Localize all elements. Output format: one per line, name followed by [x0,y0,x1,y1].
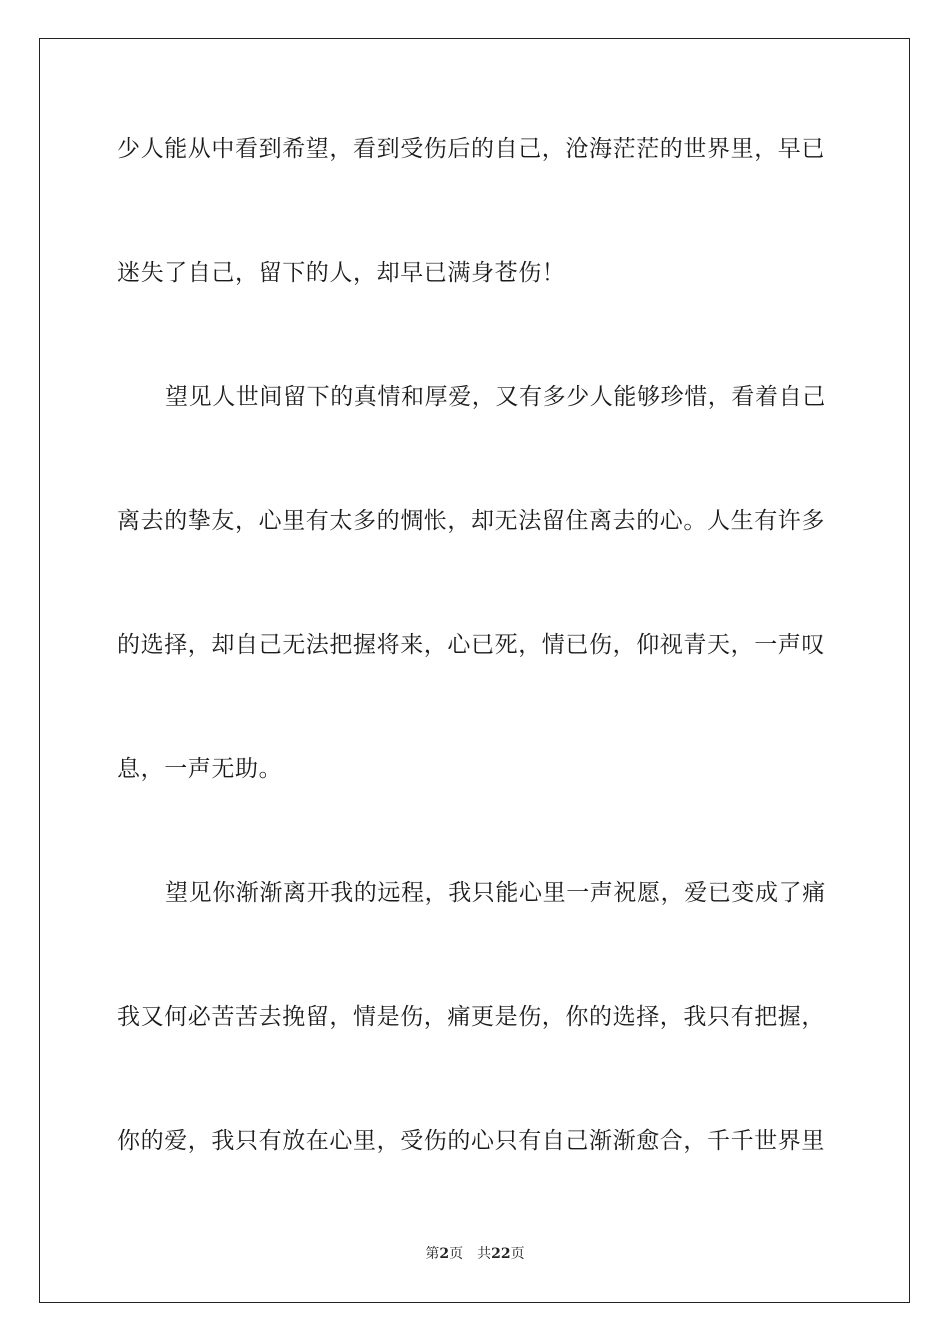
text-line-4: 离去的挚友，心里有太多的惆怅，却无法留住离去的心。人生有许多 [117,508,825,534]
text-line-3-paragraph-start: 望见人世间留下的真情和厚爱，又有多少人能够珍惜，看着自己 [165,384,826,410]
text-line-7-paragraph-start: 望见你渐渐离开我的远程，我只能心里一声祝愿，爱已变成了痛 [165,880,826,906]
total-suffix: 页 [510,1246,525,1262]
text-line-9: 你的爱，我只有放在心里，受伤的心只有自己渐渐愈合，千千世界里 [117,1128,825,1154]
text-line-1: 少人能从中看到希望，看到受伤后的自己，沧海茫茫的世界里，早已 [117,136,825,162]
page-border [39,38,910,1303]
page-footer [0,1245,950,1263]
page-suffix: 页 [449,1246,464,1262]
current-page-number: 2 [439,1246,450,1262]
text-line-8: 我又何必苦苦去挽留，情是伤，痛更是伤，你的选择，我只有把握， [117,1004,825,1030]
text-line-5: 的选择，却自己无法把握将来，心已死，情已伤，仰视青天，一声叹 [117,632,825,658]
total-prefix: 共 [477,1246,492,1262]
page-prefix: 第 [425,1246,440,1262]
total-pages-number: 22 [491,1246,511,1262]
text-line-2: 迷失了自己，留下的人，却早已满身苍伤！ [117,260,566,286]
text-line-6: 息，一声无助。 [117,756,283,782]
